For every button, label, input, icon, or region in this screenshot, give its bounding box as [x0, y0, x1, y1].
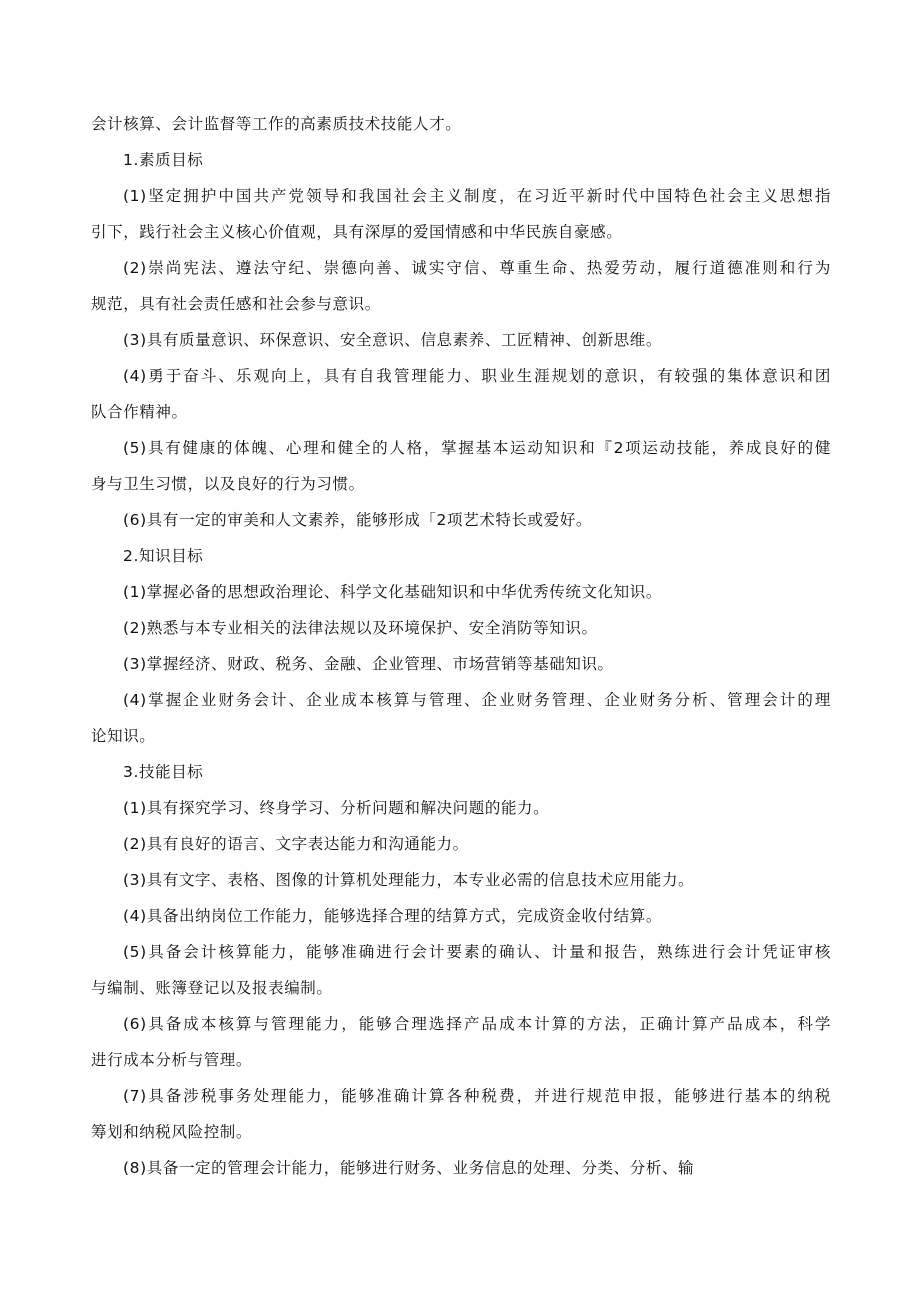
paragraph-line: 规范，具有社会责任感和社会参与意识。 — [91, 295, 381, 313]
paragraph-line: (2)崇尚宪法、遵法守纪、崇德向善、诚实守信、尊重生命、热爱劳动，履行道德准则和行为 — [123, 259, 831, 277]
section-heading-knowledge: 2.知识目标 — [123, 547, 204, 565]
paragraph-line: (4)具备出纳岗位工作能力，能够选择合理的结算方式，完成资金收付结算。 — [123, 907, 662, 925]
paragraph-line: (2)熟悉与本专业相关的法律法规以及环境保护、安全消防等知识。 — [123, 619, 598, 637]
document-body — [91, 106, 831, 1186]
paragraph-line: (3)具有质量意识、环保意识、安全意识、信息素养、工匠精神、创新思维。 — [123, 331, 662, 349]
paragraph-line: 会计核算、会计监督等工作的高素质技术技能人才。 — [91, 115, 462, 133]
paragraph-line: (7)具备涉税事务处理能力，能够准确计算各种税费，并进行规范申报，能够进行基本的纳税 — [123, 1087, 831, 1105]
paragraph-line: (3)掌握经济、财政、税务、金融、企业管理、市场营销等基础知识。 — [123, 655, 614, 673]
paragraph-line: (6)具备成本核算与管理能力，能够合理选择产品成本计算的方法，正确计算产品成本，科学 — [123, 1015, 831, 1033]
paragraph-line: (5)具有健康的体魄、心理和健全的人格，掌握基本运动知识和『2项运动技能，养成良好的健 — [123, 439, 831, 457]
paragraph-line: 筹划和纳税风险控制。 — [91, 1123, 253, 1141]
paragraph-line: (3)具有文字、表格、图像的计算机处理能力，本专业必需的信息技术应用能力。 — [123, 871, 695, 889]
paragraph-line: 引下，践行社会主义核心价值观，具有深厚的爱国情感和中华民族自豪感。 — [91, 223, 623, 241]
paragraph-line: 进行成本分析与管理。 — [91, 1051, 253, 1069]
section-heading-quality: 1.素质目标 — [123, 151, 204, 169]
section-heading-skills: 3.技能目标 — [123, 763, 204, 781]
paragraph-line: 论知识。 — [91, 727, 156, 745]
paragraph-line: (2)具有良好的语言、文字表达能力和沟通能力。 — [123, 835, 469, 853]
paragraph-line: (1)坚定拥护中国共产党领导和我国社会主义制度，在习近平新时代中国特色社会主义思想指 — [123, 187, 831, 205]
paragraph-line: (1)具有探究学习、终身学习、分析问题和解决问题的能力。 — [123, 799, 550, 817]
paragraph-line: 身与卫生习惯，以及良好的行为习惯。 — [91, 475, 365, 493]
paragraph-line: (4)勇于奋斗、乐观向上，具有自我管理能力、职业生涯规划的意识，有较强的集体意识和团 — [123, 367, 831, 385]
paragraph-line: (1)掌握必备的思想政治理论、科学文化基础知识和中华优秀传统文化知识。 — [123, 583, 662, 601]
paragraph-line: (4)掌握企业财务会计、企业成本核算与管理、企业财务管理、企业财务分析、管理会计的理 — [123, 691, 831, 709]
paragraph-line: (5)具备会计核算能力，能够准确进行会计要素的确认、计量和报告，熟练进行会计凭证审核 — [123, 943, 831, 961]
paragraph-line: (6)具有一定的审美和人文素养，能够形成「2项艺术特长或爱好。 — [123, 511, 592, 529]
paragraph-line: 队合作精神。 — [91, 403, 188, 421]
paragraph-line: 与编制、账簿登记以及报表编制。 — [91, 979, 333, 997]
paragraph-line: (8)具备一定的管理会计能力，能够进行财务、业务信息的处理、分类、分析、输 — [123, 1159, 695, 1177]
